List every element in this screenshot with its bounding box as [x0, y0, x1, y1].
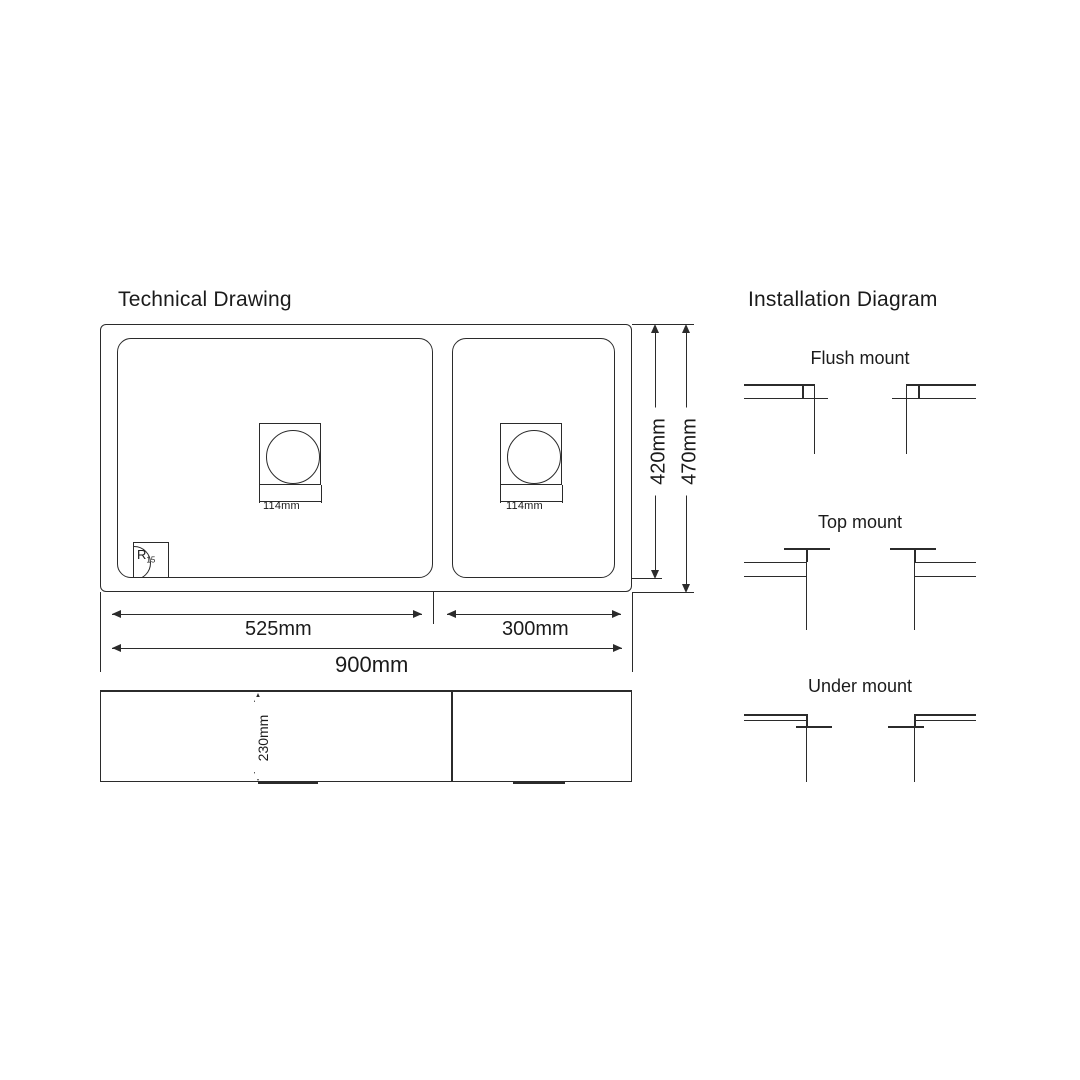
flush-bench-right-edge [918, 384, 920, 398]
top-bench-right [914, 562, 976, 563]
under-wall-left [806, 726, 807, 782]
mount-flush-label: Flush mount [810, 348, 910, 368]
left-waste-label: 114mm [263, 500, 300, 512]
dim-label-overall-width: 900mm [330, 652, 413, 678]
under-lip-right [888, 726, 924, 728]
flush-bench-right-top [906, 384, 976, 386]
under-bench-right-bottom [914, 720, 976, 721]
corner-radius-letter: R [137, 547, 147, 562]
right-waste-circle [507, 430, 561, 484]
dim-ext-left [100, 592, 101, 672]
dim-arrow-470-top [682, 324, 690, 333]
dim-arrow-900-left [112, 644, 121, 652]
flush-bench-left-bottom [744, 398, 802, 399]
corner-radius-callout [133, 542, 169, 578]
top-bench-left [744, 562, 806, 563]
dim-label-left-bowl-width: 525mm [240, 618, 317, 641]
technical-drawing-title: Technical Drawing [118, 288, 292, 311]
under-bench-left-bottom [744, 720, 806, 721]
elevation-right-bowl [452, 690, 632, 782]
dim-arrow-525-left [112, 610, 121, 618]
under-bench-left [744, 714, 806, 716]
top-wall-right [914, 562, 915, 630]
flush-lip-right [892, 398, 918, 399]
dim-arrow-420-bottom [651, 570, 659, 579]
mount-top [744, 508, 976, 628]
dim-arrow-900-right [613, 644, 622, 652]
mount-under [744, 672, 976, 792]
flush-wall-right [906, 384, 907, 454]
under-lip-left [796, 726, 832, 728]
dim-arrow-300-right [612, 610, 621, 618]
top-lip-right [890, 548, 936, 550]
flush-wall-left [814, 384, 815, 454]
dim-line-525 [112, 614, 422, 615]
dim-label-overall-depth: 470mm [679, 408, 702, 496]
dim-arrow-420-top [651, 324, 659, 333]
dim-ext-mid [433, 592, 434, 624]
flush-lip-left [802, 398, 828, 399]
left-waste-ext-line-2 [321, 485, 322, 503]
dim-arrow-525-right [413, 610, 422, 618]
dim-ext-right [632, 592, 633, 672]
elevation-left-waste [258, 781, 318, 784]
dim-line-900 [112, 648, 622, 649]
mount-top-label: Top mount [817, 512, 903, 532]
dim-arrow-300-left [447, 610, 456, 618]
dim-arrow-470-bottom [682, 584, 690, 593]
installation-diagram-title: Installation Diagram [748, 288, 938, 311]
top-wall-left [806, 562, 807, 630]
left-waste-circle [266, 430, 320, 484]
corner-radius-value: 15 [146, 555, 156, 565]
dim-line-300 [447, 614, 621, 615]
top-bench-right-bottom [914, 576, 976, 577]
elevation-right-waste [513, 781, 565, 784]
right-waste-label: 114mm [506, 500, 543, 512]
flush-bench-right-bottom [918, 398, 976, 399]
right-waste-ext-line-2 [562, 485, 563, 503]
top-lip-left-edge [806, 548, 808, 562]
corner-radius-text [137, 547, 155, 565]
mount-under-label: Under mount [807, 676, 913, 696]
top-lip-right-edge [914, 548, 916, 562]
flush-bench-left-edge [802, 384, 804, 398]
under-wall-right [914, 726, 915, 782]
under-bench-right [914, 714, 976, 716]
top-bench-left-bottom [744, 576, 806, 577]
dim-label-right-bowl-width: 300mm [497, 618, 574, 641]
mount-flush [744, 340, 976, 460]
dim-label-bowl-height: 230mm [255, 697, 271, 779]
dim-label-inner-depth: 420mm [648, 408, 671, 496]
elevation-left-bowl [100, 690, 452, 782]
